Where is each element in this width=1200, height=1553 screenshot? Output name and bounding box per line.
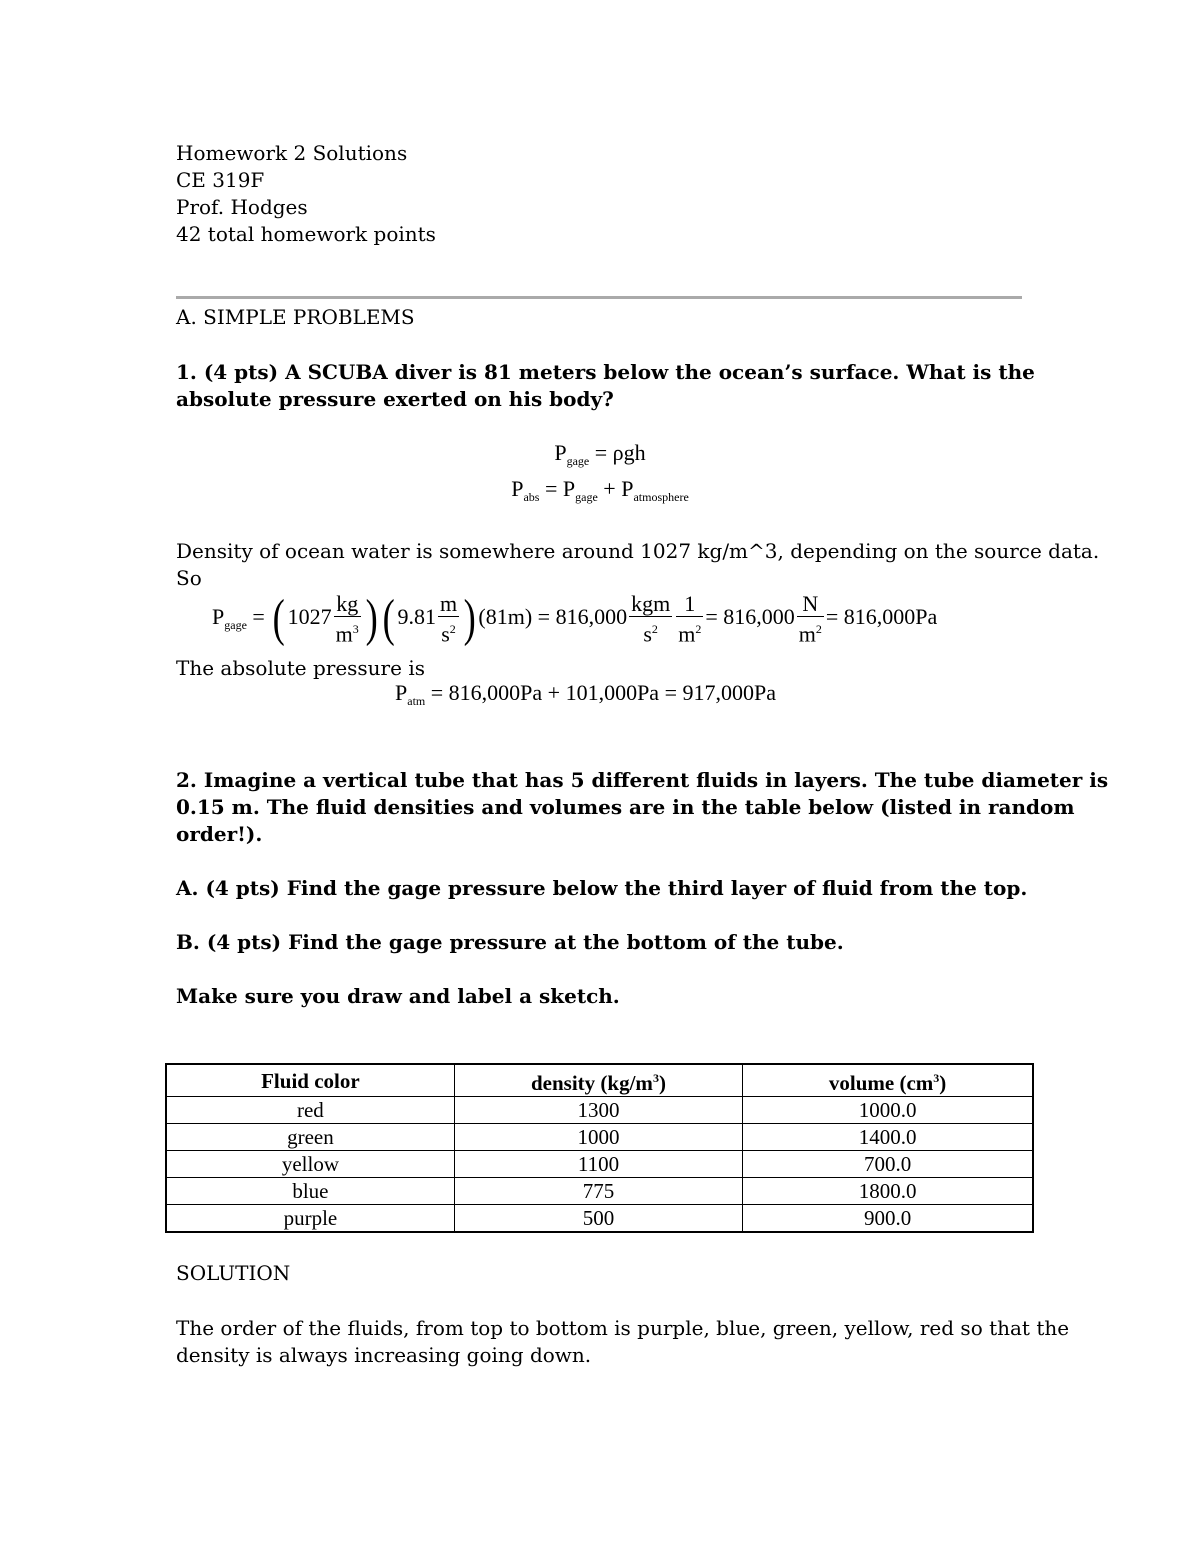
total-points: 42 total homework points	[176, 222, 436, 246]
problem-2-question	[176, 767, 1108, 848]
cell-color: red	[166, 1097, 454, 1124]
table-row	[166, 1124, 1033, 1151]
header-density: density $(kg/m^3)$	[454, 1064, 742, 1097]
cell-density: 1300	[454, 1097, 742, 1124]
fraction-kg-m3: $\frac{kg}{m^3}$	[335, 591, 359, 647]
problem-2-line1: 2. Imagine a vertical tube that has 5 different fluids in layers. The tube diameter is	[176, 768, 1109, 792]
problem-2-line2: 0.15 m. The fluid densities and volumes are in the table below (listed in random	[176, 795, 1075, 819]
open-paren: (	[382, 590, 395, 648]
section-a-heading: A. SIMPLE PROBLEMS	[176, 305, 415, 329]
cell-color: purple	[166, 1205, 454, 1233]
doc-title: Homework 2 Solutions	[176, 141, 408, 165]
course-code: CE 319F	[176, 168, 265, 192]
fluid-table	[165, 1063, 1034, 1233]
cell-volume: 1400.0	[743, 1124, 1033, 1151]
header-volume: volume $(cm^3)$	[743, 1064, 1033, 1097]
absolute-pressure-equation: $P_{atm} = 816,000Pa + 101,000Pa = 917,000Pa$	[395, 680, 776, 708]
cell-volume: 1000.0	[743, 1097, 1033, 1124]
open-paren: (	[272, 590, 286, 648]
absolute-pressure-label: The absolute pressure is	[176, 656, 425, 680]
sketch-instruction: Make sure you draw and label a sketch.	[176, 984, 620, 1008]
fraction-1-m2: $\frac{1}{m^2}$	[678, 591, 702, 647]
problem-2-part-a: A. (4 pts) Find the gage pressure below the third layer of fluid from the top.	[176, 876, 1028, 900]
cell-color: yellow	[166, 1151, 454, 1178]
table-header-row	[166, 1064, 1033, 1097]
problem-2-line3: order!).	[176, 822, 263, 846]
close-paren: )	[365, 590, 378, 648]
close-paren: )	[463, 590, 476, 648]
table-row	[166, 1097, 1033, 1124]
cell-volume: 700.0	[743, 1151, 1033, 1178]
solution-line1: The order of the fluids, from top to bottom is purple, blue, green, yellow, red so that the	[176, 1316, 1070, 1340]
gage-calculation: $P_{gage}$ = ( 1027 $\frac{kg}{m^3}$ )( 9.81 $\frac{m}{s^2}$ ) (81m) = 816,000 $\frac{\text{kgm}}{s^2}$ $\frac{1}{m^2}$ = 816,000 $\frac{N}{m^2}$ = 816,000Pa	[212, 590, 938, 648]
solution-paragraph	[176, 1315, 1069, 1369]
solution-heading: SOLUTION	[176, 1261, 291, 1285]
cell-volume: 1800.0	[743, 1178, 1033, 1205]
equation-gage: $P_{gage} = \rho gh$	[554, 440, 646, 468]
density-text: Density of ocean water is somewhere around 1027 kg/m^3, depending on the source data.	[176, 539, 1100, 563]
table-row	[166, 1178, 1033, 1205]
so-text: So	[176, 566, 202, 590]
fraction-kgm-s2: $\frac{\text{kgm}}{s^2}$	[631, 591, 671, 647]
document-header	[176, 140, 1036, 248]
table-row	[166, 1205, 1033, 1233]
problem-1-line2: absolute pressure exerted on his body?	[176, 387, 614, 411]
cell-density: 1100	[454, 1151, 742, 1178]
cell-color: blue	[166, 1178, 454, 1205]
professor-name: Prof. Hodges	[176, 195, 308, 219]
cell-density: 775	[454, 1178, 742, 1205]
table-row	[166, 1151, 1033, 1178]
horizontal-divider	[176, 296, 1022, 299]
problem-2-part-b: B. (4 pts) Find the gage pressure at the bottom of the tube.	[176, 930, 844, 954]
cell-color: green	[166, 1124, 454, 1151]
solution-line2: density is always increasing going down.	[176, 1343, 592, 1367]
equation-abs: $P_{abs} = P_{gage} + P_{atmosphere}$	[511, 476, 689, 504]
header-fluid-color: Fluid color	[166, 1064, 454, 1097]
fraction-n-m2: $\frac{N}{m^2}$	[798, 591, 822, 647]
problem-1-line1: 1. (4 pts) A SCUBA diver is 81 meters below the ocean’s surface. What is the	[176, 360, 1035, 384]
fraction-m-s2: $\frac{m}{s^2}$	[439, 591, 458, 647]
cell-volume: 900.0	[743, 1205, 1033, 1233]
problem-1-question	[176, 359, 1035, 413]
cell-density: 1000	[454, 1124, 742, 1151]
density-paragraph	[176, 538, 1099, 592]
cell-density: 500	[454, 1205, 742, 1233]
